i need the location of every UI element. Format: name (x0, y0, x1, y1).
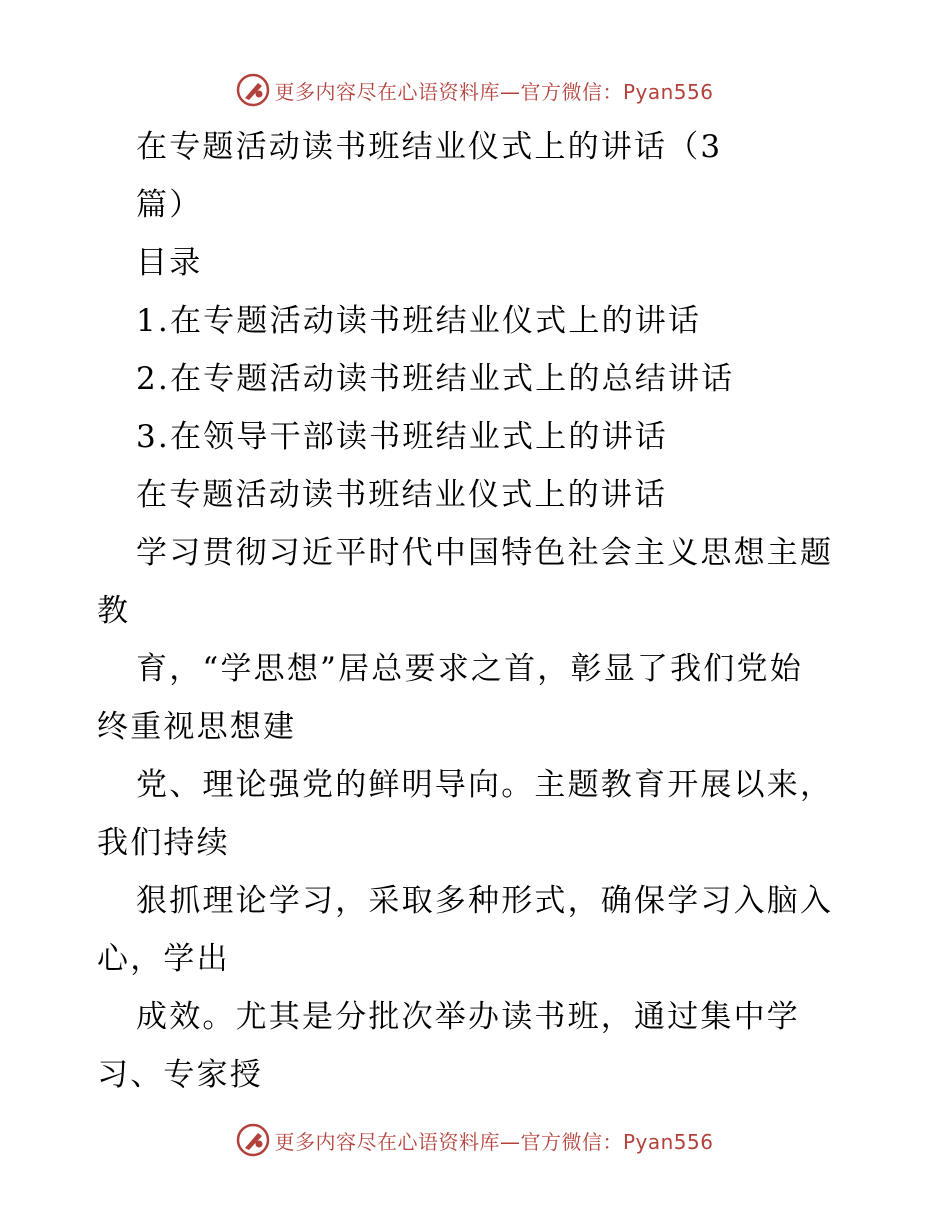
toc-item: 1.在专题活动读书班结业仪式上的讲话 (136, 303, 702, 339)
paragraph-line: 狠抓理论学习，采取多种形式，确保学习入脑入 (136, 883, 834, 919)
section-title: 在专题活动读书班结业仪式上的讲话 (136, 477, 668, 513)
quill-pen-logo-icon (236, 1123, 270, 1157)
toc-heading: 目录 (136, 245, 203, 281)
paragraph-line: 终重视思想建 (97, 709, 297, 745)
toc-item: 3.在领导干部读书班结业式上的讲话 (136, 419, 668, 455)
header-banner-text: 更多内容尽在心语资料库—官方微信：Pyan556 (274, 79, 714, 104)
paragraph-line: 习、专家授 (97, 1057, 263, 1093)
paragraph-line: 教 (97, 593, 131, 629)
paragraph-line: 党、理论强党的鲜明导向。主题教育开展以来， (136, 767, 834, 803)
paragraph-line: 成效。尤其是分批次举办读书班，通过集中学 (136, 999, 800, 1035)
paragraph-line: 心，学出 (97, 941, 230, 977)
paragraph-line: 育，“学思想”居总要求之首，彰显了我们党始 (136, 651, 803, 687)
footer-banner-text: 更多内容尽在心语资料库—官方微信：Pyan556 (274, 1129, 714, 1154)
quill-pen-logo-icon (236, 73, 270, 107)
document-title: 在专题活动读书班结业仪式上的讲话（3 (136, 129, 723, 165)
footer-banner (0, 1120, 950, 1160)
document-title-continued: 篇） (136, 187, 203, 223)
document-body (97, 118, 857, 1104)
header-banner (0, 70, 950, 110)
paragraph-line: 学习贯彻习近平时代中国特色社会主义思想主题 (136, 535, 834, 571)
paragraph-line: 我们持续 (97, 825, 230, 861)
toc-item: 2.在专题活动读书班结业式上的总结讲话 (136, 361, 735, 397)
